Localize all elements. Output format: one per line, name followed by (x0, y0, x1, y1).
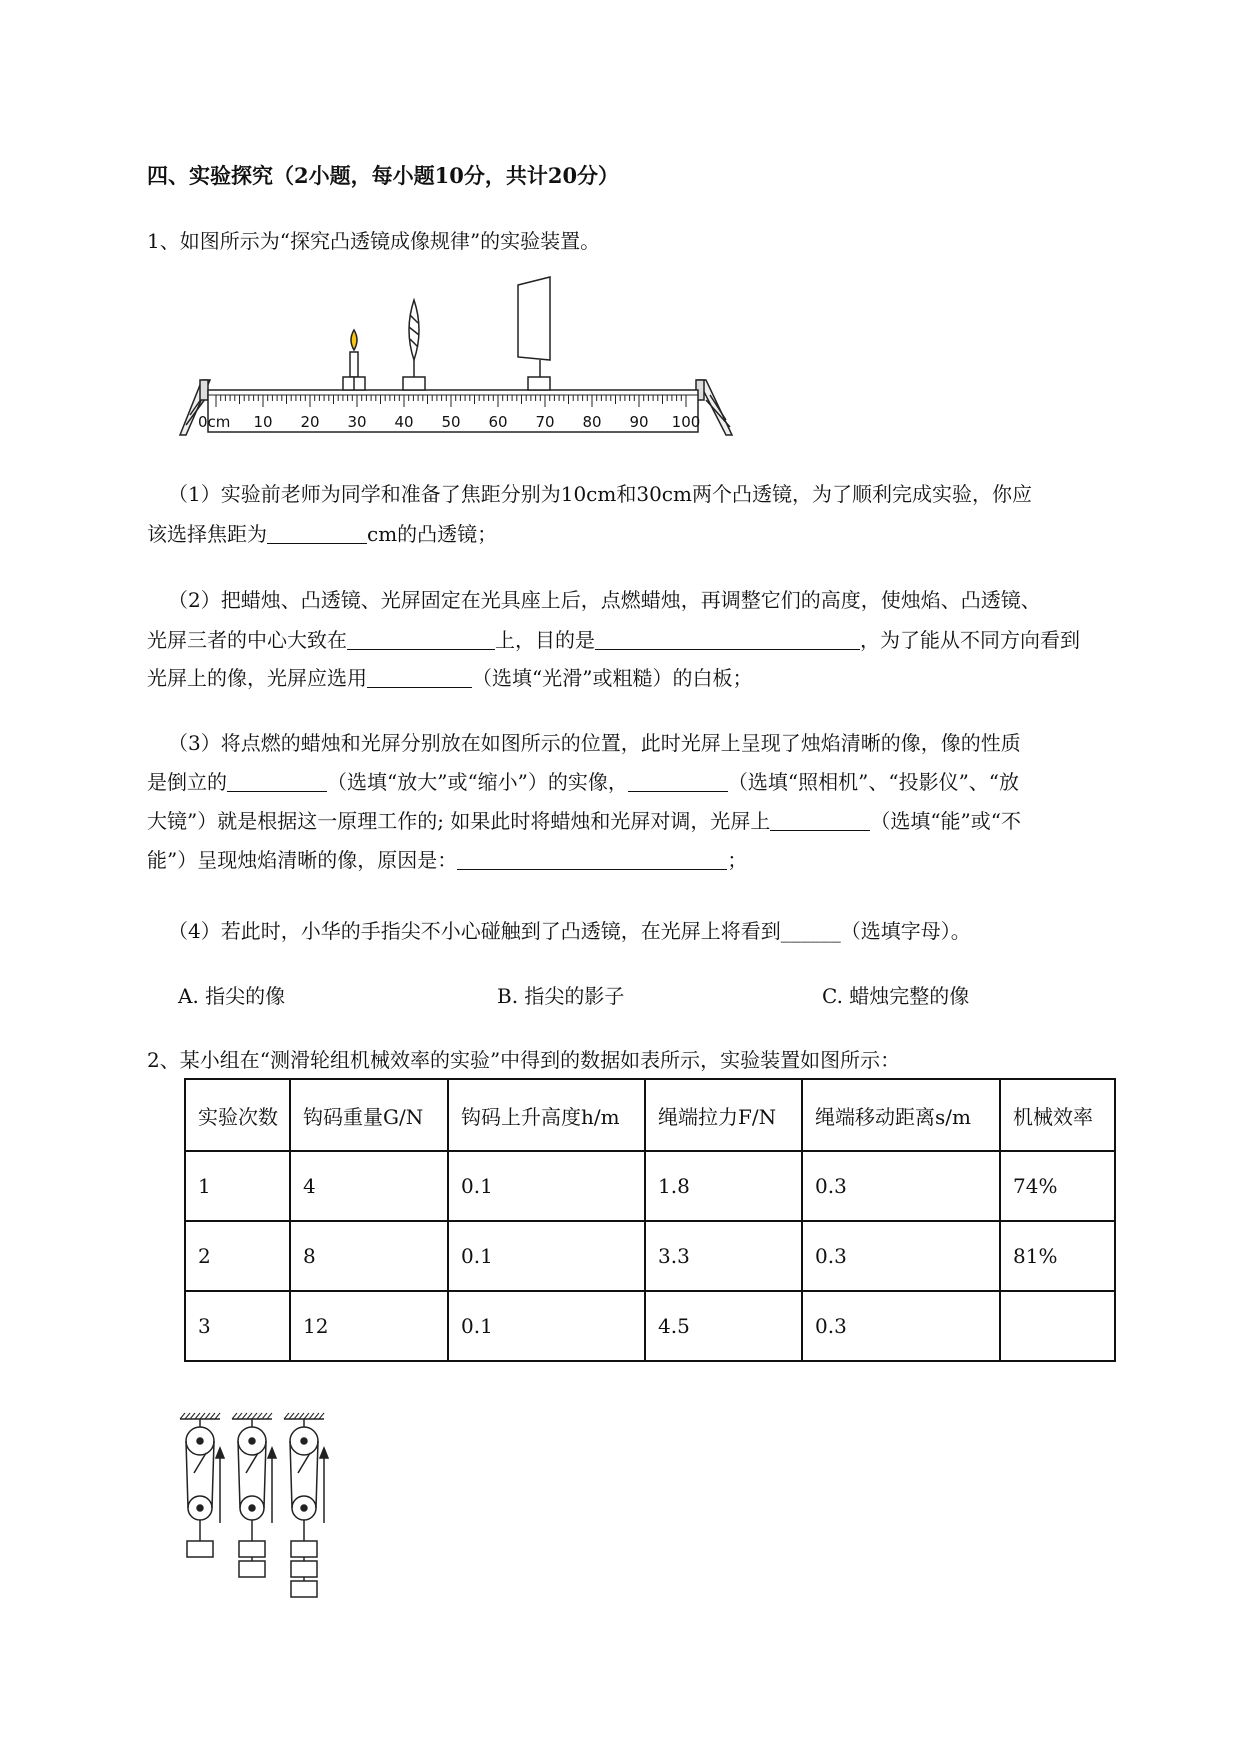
q1-part2-text-a: 光屏三者的中心大致在 (147, 628, 347, 652)
q1-part2-text-c: ，为了能从不同方向看到 (860, 628, 1080, 652)
pulley-setup (180, 1413, 224, 1557)
q1-part3-text-c: （选填“照相机”、“投影仪”、“放 (727, 770, 1020, 794)
table-cell: 3.3 (645, 1221, 802, 1291)
table-header-cell: 实验次数 (185, 1079, 290, 1151)
ruler-label: 50 (441, 413, 461, 431)
q1-part3-text-d: 大镜”）就是根据这一原理工作的; 如果此时将蜡烛和光屏对调，光屏上 (147, 809, 771, 833)
q1-part1-text-a: 该选择焦距为 (147, 522, 267, 546)
table-cell: 0.3 (802, 1221, 1000, 1291)
table-cell: 3 (185, 1291, 290, 1361)
table-cell: 4 (290, 1151, 448, 1221)
q1-part2-line1: （2）把蜡烛、凸透镜、光屏固定在光具座上后，点燃蜡烛，再调整它们的高度，使烛焰、凸透镜、 (168, 588, 1041, 612)
blank-same-height[interactable] (347, 629, 495, 650)
q1-part4-text-a: （4）若此时，小华的手指尖不小心碰触到了凸透镜，在光屏上将看到 (168, 919, 781, 943)
option-c[interactable]: C. 蜡烛完整的像 (822, 984, 970, 1008)
q1-part3-text-f: 能”）呈现烛焰清晰的像，原因是： (147, 848, 458, 872)
ruler-label: 100 (671, 413, 701, 431)
table-header-cell: 绳端拉力F/N (645, 1079, 802, 1151)
optical-bench-figure (180, 295, 740, 435)
table-header-cell: 机械效率 (1000, 1079, 1115, 1151)
pulley-system-figure (180, 1413, 360, 1613)
ruler-label: 60 (488, 413, 508, 431)
ruler-label: 70 (535, 413, 555, 431)
section-title: 四、实验探究（2小题，每小题10分，共计20分） (147, 163, 620, 188)
ruler-label: 90 (629, 413, 649, 431)
q1-part3-text-g: ； (727, 848, 748, 872)
blank-can-image[interactable] (770, 810, 870, 831)
blank-screen-material[interactable] (367, 667, 472, 688)
table-cell: 1.8 (645, 1151, 802, 1221)
table-row (185, 1151, 1115, 1221)
pulley-setup (284, 1413, 328, 1597)
table-cell: 74% (1000, 1151, 1115, 1221)
blank-reason[interactable] (457, 849, 727, 870)
table-cell: 1 (185, 1151, 290, 1221)
ruler-label: 30 (347, 413, 367, 431)
blank-image-size[interactable] (227, 771, 327, 792)
table-cell: 12 (290, 1291, 448, 1361)
q1-part3-text-a: 是倒立的 (147, 770, 227, 794)
q1-part3-text-e: （选填“能”或“不 (870, 809, 1022, 833)
q1-part2-text-b: 上，目的是 (495, 628, 595, 652)
blank-choice[interactable]: ______ (780, 919, 841, 943)
pulley-data-table (184, 1078, 1116, 1362)
table-cell: 8 (290, 1221, 448, 1291)
q1-part1-line2 (147, 518, 497, 547)
table-cell: 0.3 (802, 1151, 1000, 1221)
q1-part3-text-b: （选填“放大”或“缩小”）的实像， (327, 770, 628, 794)
table-header-cell: 钩码重量G/N (290, 1079, 448, 1151)
table-cell: 0.1 (448, 1221, 645, 1291)
q1-part2-line3 (147, 662, 752, 691)
convex-lens (403, 300, 425, 390)
ruler-label: 40 (394, 413, 414, 431)
q1-part1-line1: （1）实验前老师为同学和准备了焦距分别为10cm和30cm两个凸透镜，为了顺利完成实验，你应 (168, 482, 1032, 506)
right-stand (696, 380, 732, 435)
table-row (185, 1221, 1115, 1291)
question-2-intro: 2、某小组在“测滑轮组机械效率的实验”中得到的数据如表所示，实验装置如图所示： (147, 1048, 901, 1072)
table-cell: 4.5 (645, 1291, 802, 1361)
option-a[interactable]: A. 指尖的像 (178, 984, 286, 1008)
ruler-label: 10 (253, 413, 273, 431)
table-header-cell: 钩码上升高度h/m (448, 1079, 645, 1151)
q1-part3-line4 (147, 844, 747, 873)
table-cell: 0.3 (802, 1291, 1000, 1361)
q1-part4-line1 (168, 915, 971, 944)
table-cell: 2 (185, 1221, 290, 1291)
pulley-setup (232, 1413, 276, 1577)
table-header-cell: 绳端移动距离s/m (802, 1079, 1000, 1151)
ruler-label: 0cm (198, 413, 231, 431)
q1-part1-text-b: cm的凸透镜； (367, 522, 498, 546)
ruler-label: 20 (300, 413, 320, 431)
q1-part4-text-c: （选填字母）。 (840, 919, 971, 943)
table-cell: 81% (1000, 1221, 1115, 1291)
table-cell (1000, 1291, 1115, 1361)
light-screen (518, 277, 550, 390)
q1-part3-line3 (147, 805, 1021, 834)
blank-device[interactable] (628, 771, 728, 792)
candle (343, 330, 365, 390)
blank-purpose[interactable] (595, 629, 860, 650)
table-cell: 0.1 (448, 1151, 645, 1221)
blank-focal-length[interactable] (267, 523, 367, 544)
ruler-label: 80 (582, 413, 602, 431)
q1-part2-text-e: （选填“光滑”或粗糙）的白板； (472, 666, 753, 690)
q1-part3-line1: （3）将点燃的蜡烛和光屏分别放在如图所示的位置，此时光屏上呈现了烛焰清晰的像，像的性质 (168, 731, 1021, 755)
option-b[interactable]: B. 指尖的影子 (497, 984, 625, 1008)
q1-part3-line2 (147, 766, 1019, 795)
q1-part2-line2 (147, 624, 1080, 653)
q1-part2-text-d: 光屏上的像，光屏应选用 (147, 666, 367, 690)
question-1-intro: 1、如图所示为“探究凸透镜成像规律”的实验装置。 (147, 229, 601, 253)
table-header-row (185, 1079, 1115, 1151)
table-row (185, 1291, 1115, 1361)
table-cell: 0.1 (448, 1291, 645, 1361)
